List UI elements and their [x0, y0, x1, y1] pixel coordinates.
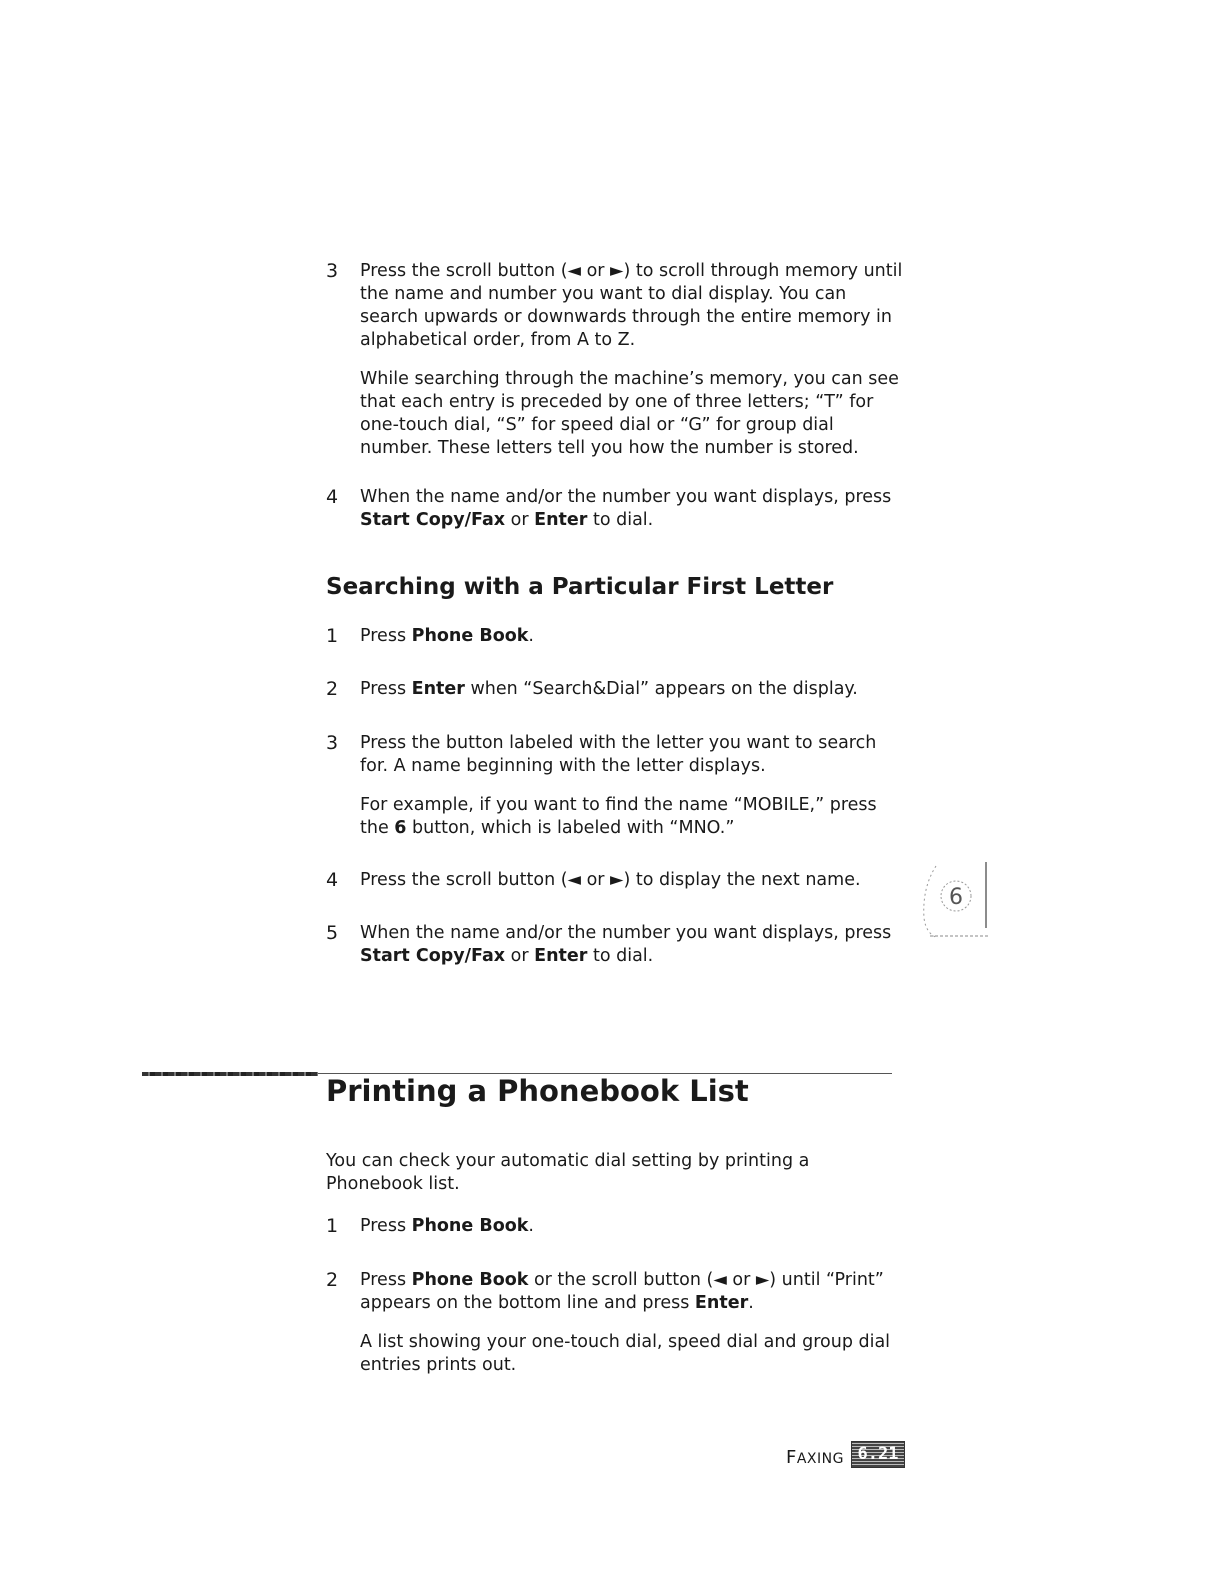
step-number: 1 — [326, 625, 339, 647]
step-text: Press Phone Book or the scroll button (◄ or ►) until “Print” appears on the bottom line and press Enter. — [360, 1270, 884, 1313]
step-number: 2 — [326, 678, 339, 700]
section2-intro: You can check your automatic dial setting by printing a Phonebook list. — [326, 1151, 810, 1194]
step-number: 1 — [326, 1215, 339, 1237]
step-number: 2 — [326, 1269, 339, 1291]
step-number: 3 — [326, 732, 339, 754]
step-note: A list showing your one-touch dial, speed dial and group dial entries prints out. — [360, 1332, 891, 1375]
step-example: For example, if you want to find the name “MOBILE,” press the 6 button, which is labeled with “MNO.” — [360, 795, 877, 838]
section1-step-5 — [326, 922, 906, 968]
section2-step-2 — [326, 1269, 906, 1377]
section-rule-accent — [142, 1072, 318, 1076]
step-text: When the name and/or the number you want displays, press Start Copy/Fax or Enter to dial. — [360, 487, 892, 530]
page-number-badge: 6.21 — [851, 1441, 905, 1468]
step-number: 4 — [326, 869, 339, 891]
section2-step-1 — [326, 1215, 906, 1238]
step-text: When the name and/or the number you want displays, press Start Copy/Fax or Enter to dial. — [360, 923, 892, 966]
step-text: Press Phone Book. — [360, 626, 534, 646]
step-number: 3 — [326, 260, 339, 282]
step-text: Press Enter when “Search&Dial” appears on the display. — [360, 679, 858, 699]
step-text: Press Phone Book. — [360, 1216, 534, 1236]
section1-step-2 — [326, 678, 906, 701]
chapter-tab-number: 6 — [949, 885, 963, 910]
chapter-tab-marker — [916, 858, 1000, 948]
step-number: 5 — [326, 922, 339, 944]
step-4-dial — [326, 486, 906, 532]
step-text: Press the scroll button (◄ or ►) to scroll through memory until the name and number you want to dial display. You can search upwards or downwards through the entire memory in alphabetical order, from A to Z. — [360, 261, 903, 350]
step-text: Press the scroll button (◄ or ►) to display the next name. — [360, 870, 861, 890]
section-heading-first-letter: Searching with a Particular First Letter — [326, 574, 834, 600]
footer-chapter-label: FAXING — [786, 1447, 844, 1468]
step-note: While searching through the machine’s memory, you can see that each entry is preceded by one of three letters; “T” for one-touch dial, “S” for speed dial or “G” for group dial number. These letters tell you how the number is stored. — [360, 369, 899, 458]
step-number: 4 — [326, 486, 339, 508]
section1-step-3 — [326, 732, 906, 840]
step-text: Press the button labeled with the letter you want to search for. A name beginning with the letter displays. — [360, 733, 877, 776]
section1-step-1 — [326, 625, 906, 648]
section1-step-4 — [326, 869, 906, 892]
step-3-scroll — [326, 260, 906, 460]
section-heading-phonebook-list: Printing a Phonebook List — [326, 1074, 749, 1108]
